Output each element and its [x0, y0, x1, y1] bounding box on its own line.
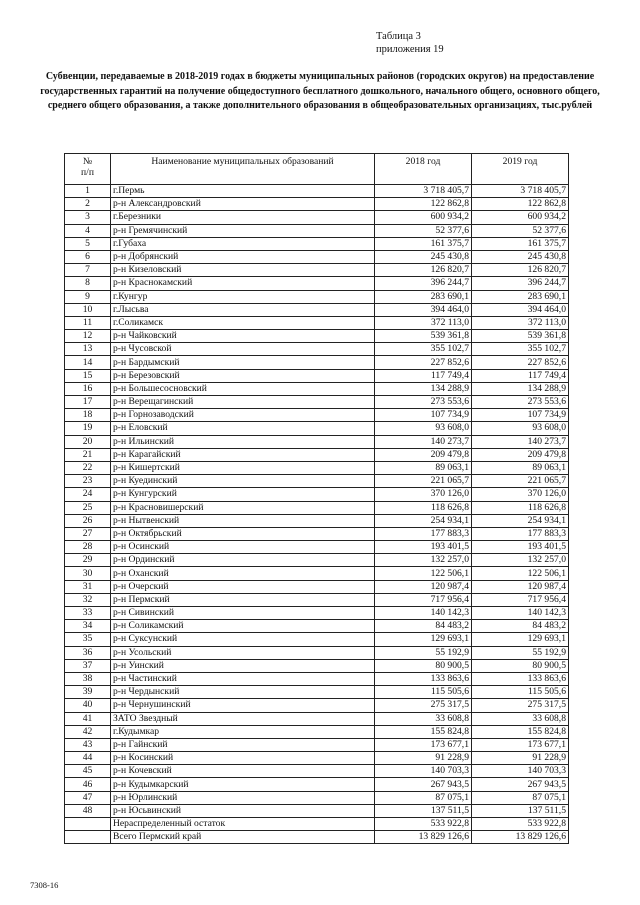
table-row — [65, 343, 569, 356]
row-number: 15 — [65, 369, 111, 382]
table-reference — [376, 30, 444, 56]
municipality-name: р-н Чердынский — [111, 686, 375, 699]
value-2019: 80 900,5 — [472, 659, 569, 672]
row-number: 39 — [65, 686, 111, 699]
row-number: 44 — [65, 752, 111, 765]
row-number: 5 — [65, 237, 111, 250]
value-2018: 13 829 126,6 — [375, 831, 472, 844]
municipality-name: р-н Октябрьский — [111, 527, 375, 540]
municipality-name: р-н Ординский — [111, 554, 375, 567]
value-2019: 91 228,9 — [472, 752, 569, 765]
municipality-name: р-н Добрянский — [111, 250, 375, 263]
table-row — [65, 633, 569, 646]
row-number: 18 — [65, 409, 111, 422]
value-2019: 120 987,4 — [472, 580, 569, 593]
municipality-name: р-н Очерский — [111, 580, 375, 593]
table-row — [65, 607, 569, 620]
column-header-2019: 2019 год — [472, 154, 569, 185]
row-number: 38 — [65, 672, 111, 685]
row-number: 25 — [65, 501, 111, 514]
table-row — [65, 250, 569, 263]
municipality-name: р-н Березовский — [111, 369, 375, 382]
municipality-name: г.Кудымкар — [111, 725, 375, 738]
value-2019: 275 317,5 — [472, 699, 569, 712]
table-row — [65, 686, 569, 699]
row-number: 24 — [65, 488, 111, 501]
row-number: 14 — [65, 356, 111, 369]
value-2019: 533 922,8 — [472, 818, 569, 831]
value-2019: 209 479,8 — [472, 448, 569, 461]
value-2019: 115 505,6 — [472, 686, 569, 699]
value-2018: 140 142,3 — [375, 607, 472, 620]
value-2019: 89 063,1 — [472, 461, 569, 474]
row-number: 11 — [65, 316, 111, 329]
value-2018: 177 883,3 — [375, 527, 472, 540]
table-row — [65, 356, 569, 369]
value-2018: 122 862,8 — [375, 198, 472, 211]
row-number: 35 — [65, 633, 111, 646]
table-row — [65, 396, 569, 409]
value-2019: 93 608,0 — [472, 422, 569, 435]
row-number: 43 — [65, 738, 111, 751]
value-2019: 254 934,1 — [472, 514, 569, 527]
value-2019: 122 862,8 — [472, 198, 569, 211]
table-row — [65, 712, 569, 725]
row-number: 19 — [65, 422, 111, 435]
value-2019: 177 883,3 — [472, 527, 569, 540]
value-2019: 140 273,7 — [472, 435, 569, 448]
municipality-name: р-н Сивинский — [111, 607, 375, 620]
row-number: 26 — [65, 514, 111, 527]
value-2018: 533 922,8 — [375, 818, 472, 831]
value-2018: 245 430,8 — [375, 250, 472, 263]
value-2019: 221 065,7 — [472, 475, 569, 488]
table-row — [65, 738, 569, 751]
value-2019: 3 718 405,7 — [472, 185, 569, 198]
municipality-name: р-н Нытвенский — [111, 514, 375, 527]
row-number: 16 — [65, 382, 111, 395]
municipality-name: р-н Кунгурский — [111, 488, 375, 501]
municipality-name: р-н Кочевский — [111, 765, 375, 778]
row-number: 30 — [65, 567, 111, 580]
column-header-2018: 2018 год — [375, 154, 472, 185]
municipality-name: г.Лысьва — [111, 303, 375, 316]
value-2018: 80 900,5 — [375, 659, 472, 672]
table-row — [65, 185, 569, 198]
value-2018: 134 288,9 — [375, 382, 472, 395]
row-number: 2 — [65, 198, 111, 211]
row-number: 33 — [65, 607, 111, 620]
municipality-name: г.Губаха — [111, 237, 375, 250]
table-row — [65, 435, 569, 448]
table-row — [65, 646, 569, 659]
municipality-name: р-н Осинский — [111, 541, 375, 554]
table-row — [65, 593, 569, 606]
municipality-name: Нераспределенный остаток — [111, 818, 375, 831]
value-2018: 84 483,2 — [375, 620, 472, 633]
table-row — [65, 818, 569, 831]
value-2018: 129 693,1 — [375, 633, 472, 646]
municipality-name: р-н Суксунский — [111, 633, 375, 646]
table-row — [65, 475, 569, 488]
table-row — [65, 316, 569, 329]
row-number: 29 — [65, 554, 111, 567]
table-row — [65, 330, 569, 343]
row-number: 46 — [65, 778, 111, 791]
value-2018: 193 401,5 — [375, 541, 472, 554]
value-2018: 33 608,8 — [375, 712, 472, 725]
table-row — [65, 211, 569, 224]
municipality-name: р-н Косинский — [111, 752, 375, 765]
municipality-name: р-н Кудымкарский — [111, 778, 375, 791]
value-2019: 117 749,4 — [472, 369, 569, 382]
municipality-name: р-н Кизеловский — [111, 264, 375, 277]
subsidies-table — [64, 153, 569, 844]
row-number — [65, 831, 111, 844]
table-row — [65, 224, 569, 237]
value-2018: 254 934,1 — [375, 514, 472, 527]
value-2018: 140 703,3 — [375, 765, 472, 778]
document-title: Субвенции, передаваемые в 2018-2019 годах в бюджеты муниципальных районов (городских округов) на предоставление государственных гарантий на получение общедоступного бесплатного дошкольного, начального общего, основного общего, среднего общего образования, а также дополнительного образования в общеобразовательных организациях, тыс.рублей — [40, 71, 600, 112]
document-code: 7308-16 — [30, 880, 59, 890]
column-header-number: № п/п — [65, 154, 111, 185]
row-number: 6 — [65, 250, 111, 263]
municipality-name: р-н Красновишерский — [111, 501, 375, 514]
value-2018: 372 113,0 — [375, 316, 472, 329]
municipality-name: р-н Ильинский — [111, 435, 375, 448]
table-row — [65, 488, 569, 501]
value-2019: 193 401,5 — [472, 541, 569, 554]
table-row — [65, 804, 569, 817]
municipality-name: р-н Горнозаводский — [111, 409, 375, 422]
value-2018: 600 934,2 — [375, 211, 472, 224]
value-2019: 372 113,0 — [472, 316, 569, 329]
value-2019: 155 824,8 — [472, 725, 569, 738]
table-row — [65, 541, 569, 554]
municipality-name: р-н Чайковский — [111, 330, 375, 343]
municipality-name: р-н Частинский — [111, 672, 375, 685]
table-row — [65, 382, 569, 395]
value-2018: 717 956,4 — [375, 593, 472, 606]
table-row — [65, 369, 569, 382]
municipality-name: р-н Краснокамский — [111, 277, 375, 290]
table-body — [65, 185, 569, 844]
value-2019: 355 102,7 — [472, 343, 569, 356]
municipality-name: р-н Кишертский — [111, 461, 375, 474]
value-2018: 52 377,6 — [375, 224, 472, 237]
value-2018: 173 677,1 — [375, 738, 472, 751]
value-2018: 394 464,0 — [375, 303, 472, 316]
value-2019: 118 626,8 — [472, 501, 569, 514]
table-row — [65, 277, 569, 290]
municipality-name: р-н Большесосновский — [111, 382, 375, 395]
municipality-name: ЗАТО Звездный — [111, 712, 375, 725]
row-number: 42 — [65, 725, 111, 738]
table-header-row — [65, 154, 569, 185]
value-2019: 13 829 126,6 — [472, 831, 569, 844]
table-row — [65, 791, 569, 804]
municipality-name: р-н Чусовской — [111, 343, 375, 356]
value-2018: 140 273,7 — [375, 435, 472, 448]
value-2018: 267 943,5 — [375, 778, 472, 791]
table-row — [65, 580, 569, 593]
table-row — [65, 303, 569, 316]
municipality-name: г.Березники — [111, 211, 375, 224]
value-2018: 55 192,9 — [375, 646, 472, 659]
value-2018: 155 824,8 — [375, 725, 472, 738]
municipality-name: Всего Пермский край — [111, 831, 375, 844]
row-number: 48 — [65, 804, 111, 817]
value-2018: 227 852,6 — [375, 356, 472, 369]
municipality-name: г.Кунгур — [111, 290, 375, 303]
table-row — [65, 725, 569, 738]
row-number: 20 — [65, 435, 111, 448]
row-number: 21 — [65, 448, 111, 461]
value-2018: 91 228,9 — [375, 752, 472, 765]
row-number: 7 — [65, 264, 111, 277]
municipality-name: р-н Соликамский — [111, 620, 375, 633]
municipality-name: р-н Чернушинский — [111, 699, 375, 712]
value-2018: 283 690,1 — [375, 290, 472, 303]
value-2018: 161 375,7 — [375, 237, 472, 250]
value-2018: 133 863,6 — [375, 672, 472, 685]
table-number: Таблица 3 — [376, 31, 421, 42]
row-number: 45 — [65, 765, 111, 778]
municipality-name: р-н Куединский — [111, 475, 375, 488]
row-number: 40 — [65, 699, 111, 712]
table-row — [65, 831, 569, 844]
value-2019: 84 483,2 — [472, 620, 569, 633]
value-2019: 370 126,0 — [472, 488, 569, 501]
table-row — [65, 554, 569, 567]
value-2019: 126 820,7 — [472, 264, 569, 277]
row-number: 32 — [65, 593, 111, 606]
municipality-name: р-н Карагайский — [111, 448, 375, 461]
value-2018: 89 063,1 — [375, 461, 472, 474]
value-2018: 273 553,6 — [375, 396, 472, 409]
value-2019: 140 703,3 — [472, 765, 569, 778]
value-2019: 273 553,6 — [472, 396, 569, 409]
value-2019: 55 192,9 — [472, 646, 569, 659]
value-2018: 117 749,4 — [375, 369, 472, 382]
table-row — [65, 527, 569, 540]
row-number: 9 — [65, 290, 111, 303]
row-number: 34 — [65, 620, 111, 633]
value-2018: 221 065,7 — [375, 475, 472, 488]
value-2018: 539 361,8 — [375, 330, 472, 343]
municipality-name: р-н Юсьвинский — [111, 804, 375, 817]
municipality-name: р-н Уинский — [111, 659, 375, 672]
table-row — [65, 501, 569, 514]
row-number: 8 — [65, 277, 111, 290]
row-number: 27 — [65, 527, 111, 540]
table-row — [65, 778, 569, 791]
municipality-name: р-н Усольский — [111, 646, 375, 659]
row-number: 36 — [65, 646, 111, 659]
table-row — [65, 264, 569, 277]
value-2018: 87 075,1 — [375, 791, 472, 804]
value-2019: 122 506,1 — [472, 567, 569, 580]
table-row — [65, 237, 569, 250]
value-2019: 133 863,6 — [472, 672, 569, 685]
value-2018: 118 626,8 — [375, 501, 472, 514]
municipality-name: р-н Верещагинский — [111, 396, 375, 409]
municipality-name: р-н Еловский — [111, 422, 375, 435]
column-header-name: Наименование муниципальных образований — [111, 154, 375, 185]
value-2018: 209 479,8 — [375, 448, 472, 461]
value-2019: 173 677,1 — [472, 738, 569, 751]
value-2019: 539 361,8 — [472, 330, 569, 343]
value-2018: 122 506,1 — [375, 567, 472, 580]
value-2019: 267 943,5 — [472, 778, 569, 791]
value-2019: 717 956,4 — [472, 593, 569, 606]
value-2019: 600 934,2 — [472, 211, 569, 224]
table-row — [65, 659, 569, 672]
table-row — [65, 422, 569, 435]
row-number: 28 — [65, 541, 111, 554]
value-2019: 52 377,6 — [472, 224, 569, 237]
value-2018: 396 244,7 — [375, 277, 472, 290]
table-row — [65, 461, 569, 474]
row-number: 47 — [65, 791, 111, 804]
value-2019: 283 690,1 — [472, 290, 569, 303]
value-2018: 107 734,9 — [375, 409, 472, 422]
row-number: 23 — [65, 475, 111, 488]
value-2018: 93 608,0 — [375, 422, 472, 435]
value-2019: 87 075,1 — [472, 791, 569, 804]
municipality-name: р-н Оханский — [111, 567, 375, 580]
table-row — [65, 567, 569, 580]
municipality-name: р-н Пермский — [111, 593, 375, 606]
row-number: 17 — [65, 396, 111, 409]
table-row — [65, 752, 569, 765]
value-2019: 134 288,9 — [472, 382, 569, 395]
municipality-name: р-н Гремячинский — [111, 224, 375, 237]
municipality-name: г.Соликамск — [111, 316, 375, 329]
value-2018: 355 102,7 — [375, 343, 472, 356]
row-number: 1 — [65, 185, 111, 198]
value-2019: 227 852,6 — [472, 356, 569, 369]
table-row — [65, 765, 569, 778]
row-number — [65, 818, 111, 831]
value-2018: 126 820,7 — [375, 264, 472, 277]
value-2019: 107 734,9 — [472, 409, 569, 422]
value-2018: 120 987,4 — [375, 580, 472, 593]
row-number: 12 — [65, 330, 111, 343]
row-number: 13 — [65, 343, 111, 356]
row-number: 4 — [65, 224, 111, 237]
value-2018: 370 126,0 — [375, 488, 472, 501]
row-number: 22 — [65, 461, 111, 474]
row-number: 37 — [65, 659, 111, 672]
row-number: 41 — [65, 712, 111, 725]
municipality-name: р-н Александровский — [111, 198, 375, 211]
municipality-name: р-н Юрлинский — [111, 791, 375, 804]
municipality-name: г.Пермь — [111, 185, 375, 198]
table-row — [65, 699, 569, 712]
value-2019: 137 511,5 — [472, 804, 569, 817]
value-2018: 137 511,5 — [375, 804, 472, 817]
table-row — [65, 672, 569, 685]
value-2019: 396 244,7 — [472, 277, 569, 290]
value-2019: 245 430,8 — [472, 250, 569, 263]
table-row — [65, 514, 569, 527]
table-row — [65, 409, 569, 422]
value-2019: 140 142,3 — [472, 607, 569, 620]
table-row — [65, 290, 569, 303]
value-2018: 132 257,0 — [375, 554, 472, 567]
appendix-reference: приложения 19 — [376, 44, 444, 55]
table-row — [65, 198, 569, 211]
value-2018: 3 718 405,7 — [375, 185, 472, 198]
row-number: 3 — [65, 211, 111, 224]
value-2018: 115 505,6 — [375, 686, 472, 699]
value-2019: 129 693,1 — [472, 633, 569, 646]
value-2019: 33 608,8 — [472, 712, 569, 725]
value-2019: 161 375,7 — [472, 237, 569, 250]
table-row — [65, 448, 569, 461]
row-number: 31 — [65, 580, 111, 593]
value-2019: 132 257,0 — [472, 554, 569, 567]
value-2018: 275 317,5 — [375, 699, 472, 712]
municipality-name: р-н Бардымский — [111, 356, 375, 369]
value-2019: 394 464,0 — [472, 303, 569, 316]
municipality-name: р-н Гайнский — [111, 738, 375, 751]
table-row — [65, 620, 569, 633]
row-number: 10 — [65, 303, 111, 316]
